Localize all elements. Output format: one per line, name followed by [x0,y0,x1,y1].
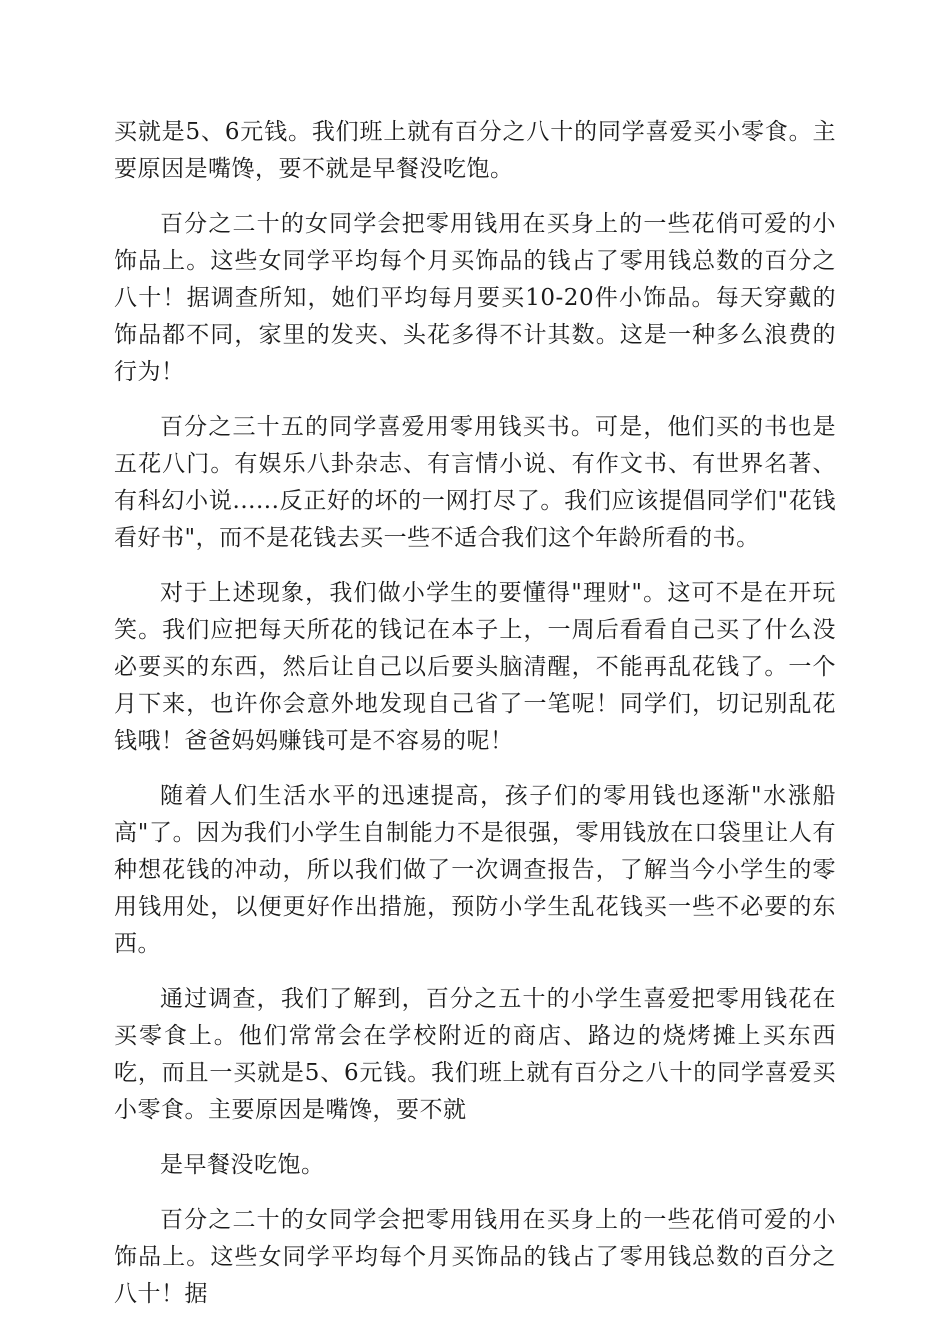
paragraph: 买就是5、6元钱。我们班上就有百分之八十的同学喜爱买小零食。主要原因是嘴馋，要不就是早餐没吃饱。 [114,119,836,182]
paragraph: 百分之二十的女同学会把零用钱用在买身上的一些花俏可爱的小饰品上。这些女同学平均每个月买饰品的钱占了零用钱总数的百分之八十！据调查所知，她们平均每月要买10-20件小饰品。每天穿戴的饰品都不同，家里的发夹、头花多得不计其数。这是一种多么浪费的行为！ [114,211,836,385]
paragraph: 随着人们生活水平的迅速提高，孩子们的零用钱也逐渐"水涨船高"了。因为我们小学生自制能力不是很强，零用钱放在口袋里让人有种想花钱的冲动，所以我们做了一次调查报告，了解当今小学生的零用钱用处，以便更好作出措施，预防小学生乱花钱买一些不必要的东西。 [114,783,836,957]
paragraph: 是早餐没吃饱。 [160,1152,325,1178]
paragraph: 百分之三十五的同学喜爱用零用钱买书。可是，他们买的书也是五花八门。有娱乐八卦杂志、有言情小说、有作文书、有世界名著、有科幻小说......反正好的坏的一网打尽了。我们应该提倡同学们"花钱看好书"，而不是花钱去买一些不适合我们这个年龄所看的书。 [114,414,836,551]
paragraph: 对于上述现象，我们做小学生的要懂得"理财"。这可不是在开玩笑。我们应把每天所花的钱记在本子上，一周后看看自己买了什么没必要买的东西，然后让自己以后要头脑清醒，不能再乱花钱了。一个月下来，也许你会意外地发现自己省了一笔呢！同学们，切记别乱花钱哦！爸爸妈妈赚钱可是不容易的呢！ [114,580,836,754]
document-body [114,114,836,1331]
paragraph: 通过调查，我们了解到，百分之五十的小学生喜爱把零用钱花在买零食上。他们常常会在学校附近的商店、路边的烧烤摊上买东西吃，而且一买就是5、6元钱。我们班上就有百分之八十的同学喜爱买小零食。主要原因是嘴馋，要不就 [114,986,836,1123]
paragraph: 百分之二十的女同学会把零用钱用在买身上的一些花俏可爱的小饰品上。这些女同学平均每个月买饰品的钱占了零用钱总数的百分之八十！据 [114,1207,836,1307]
